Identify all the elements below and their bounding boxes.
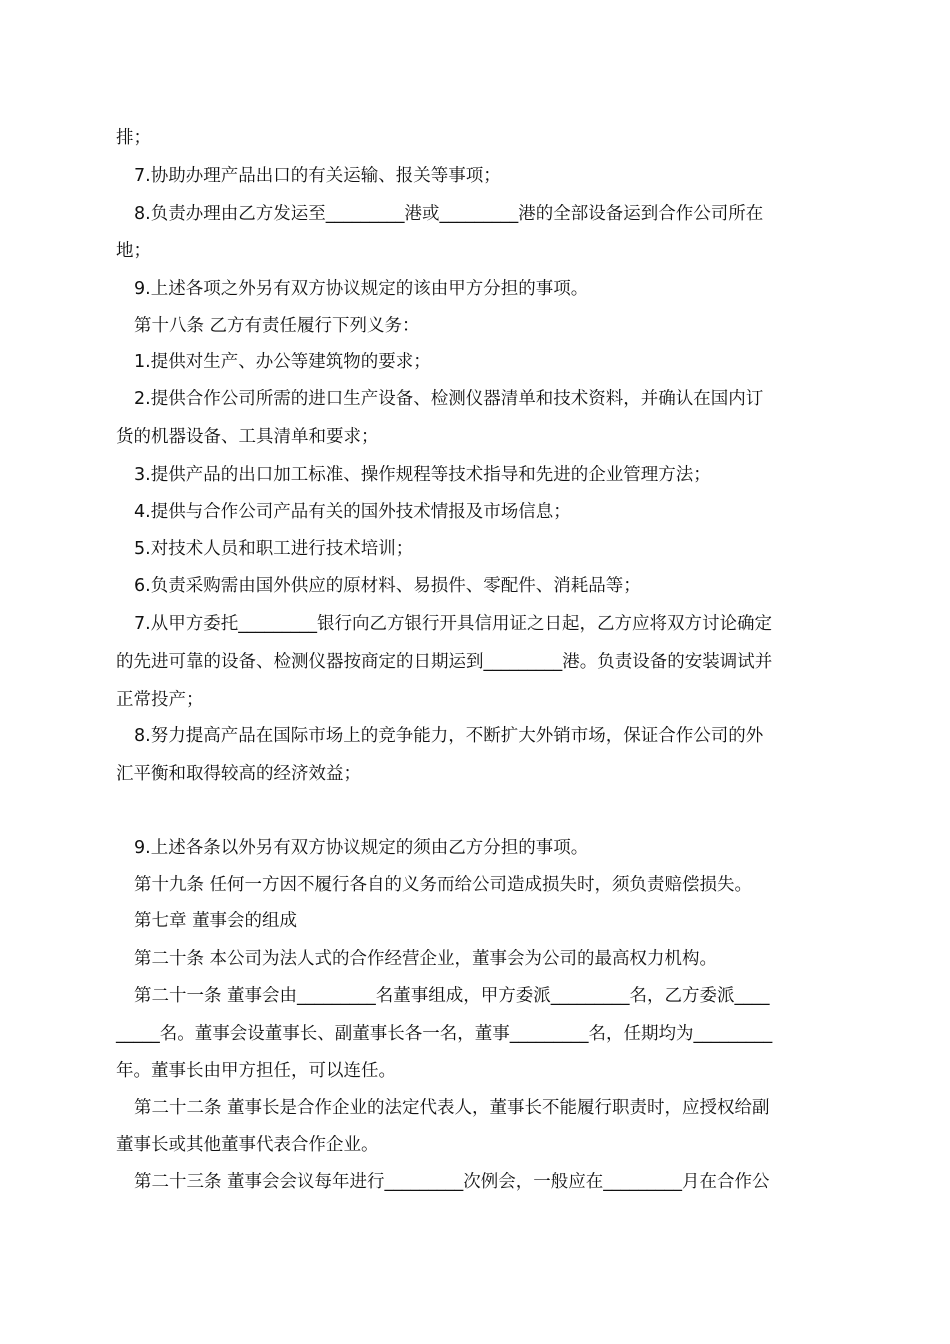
text-line: 2.提供合作公司所需的进口生产设备、检测仪器清单和技术资料，并确认在国内订: [134, 389, 764, 409]
text-line: 董事长或其他董事代表合作企业。: [116, 1135, 379, 1155]
text-line: 1.提供对生产、办公等建筑物的要求；: [134, 352, 431, 372]
article-heading: 第十九条 任何一方因不履行各自的义务而给公司造成损失时，须负责赔偿损失。: [134, 875, 753, 895]
text-line: 4.提供与合作公司产品有关的国外技术情报及市场信息；: [134, 502, 571, 522]
text-line: 排；: [116, 128, 151, 148]
text-line: 9.上述各项之外另有双方协议规定的该由甲方分担的事项。: [134, 279, 589, 299]
text-line: 3.提供产品的出口加工标准、操作规程等技术指导和先进的企业管理方法；: [134, 465, 711, 485]
article-heading: 第二十条 本公司为法人式的合作经营企业，董事会为公司的最高权力机构。: [134, 949, 718, 969]
article-heading: 第十八条 乙方有责任履行下列义务：: [134, 316, 420, 336]
text-line: 9.上述各条以外另有双方协议规定的须由乙方分担的事项。: [134, 838, 589, 858]
text-line: 6.负责采购需由国外供应的原材料、易损件、零配件、消耗品等；: [134, 576, 641, 596]
text-line: 7.从甲方委托_________银行向乙方银行开具信用证之日起，乙方应将双方讨论确定: [134, 614, 772, 634]
text-line: _____名。董事会设董事长、副董事长各一名，董事_________名，任期均为_________: [116, 1024, 773, 1044]
text-line: 货的机器设备、工具清单和要求；: [116, 427, 379, 447]
text-line: 年。董事长由甲方担任，可以连任。: [116, 1061, 396, 1081]
text-line: 地；: [116, 241, 151, 261]
text-line: 8.负责办理由乙方发运至_________港或_________港的全部设备运到合作公司所在: [134, 204, 764, 224]
text-line: 汇平衡和取得较高的经济效益；: [116, 764, 361, 784]
text-line: 8.努力提高产品在国际市场上的竞争能力，不断扩大外销市场，保证合作公司的外: [134, 726, 764, 746]
article-heading: 第二十二条 董事长是合作企业的法定代表人，董事长不能履行职责时，应授权给副: [134, 1098, 770, 1118]
chapter-heading: 第七章 董事会的组成: [134, 911, 298, 931]
article-heading: 第二十一条 董事会由_________名董事组成，甲方委派_________名，乙方委派____: [134, 986, 770, 1006]
text-line: 7.协助办理产品出口的有关运输、报关等事项；: [134, 166, 501, 186]
article-heading: 第二十三条 董事会会议每年进行_________次例会，一般应在_________月在合作公: [134, 1172, 770, 1192]
text-line: 的先进可靠的设备、检测仪器按商定的日期运到_________港。负责设备的安装调试并: [116, 652, 773, 672]
text-line: 5.对技术人员和职工进行技术培训；: [134, 539, 414, 559]
text-line: 正常投产；: [116, 690, 204, 710]
